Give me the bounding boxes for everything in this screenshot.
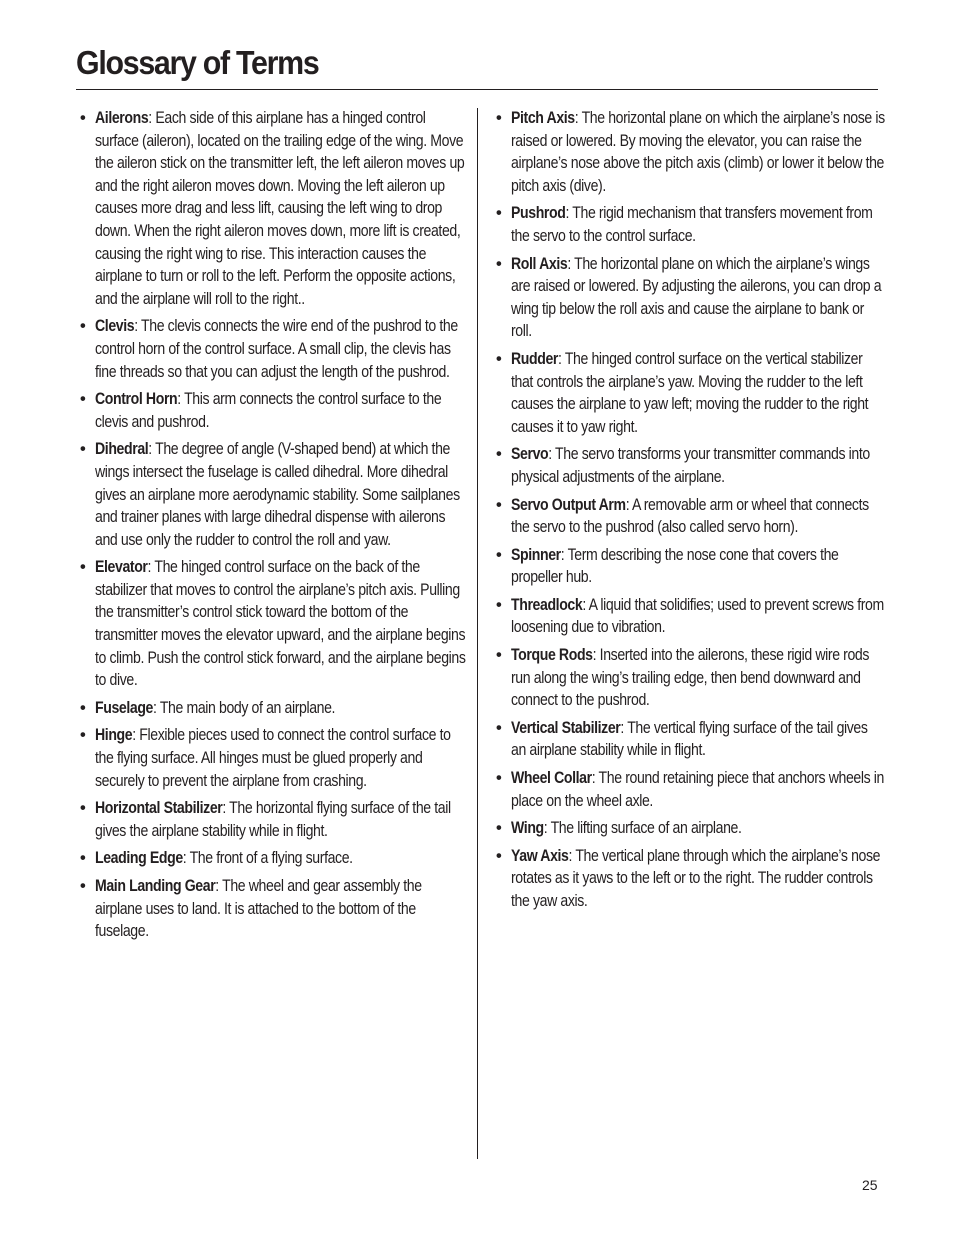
glossary-definition: : The main body of an airplane. (153, 698, 336, 717)
bullet-icon: • (496, 846, 502, 865)
glossary-entry (80, 388, 470, 433)
glossary-entry-body (95, 107, 469, 310)
bullet-icon: • (496, 769, 502, 788)
bullet-icon: • (80, 558, 86, 577)
bullet-icon: • (496, 349, 502, 368)
bullet-icon: • (80, 390, 86, 409)
bullet-icon: • (496, 495, 502, 514)
bullet-icon: • (80, 440, 86, 459)
bullet-icon: • (80, 726, 86, 745)
glossary-entry-body (511, 443, 885, 488)
bullet-icon: • (496, 646, 502, 665)
glossary-term: Fuselage (95, 698, 154, 717)
glossary-entry-body (95, 797, 469, 842)
glossary-entry-body (95, 875, 469, 943)
glossary-term: Yaw Axis (511, 846, 569, 865)
page-title: Glossary of Terms (76, 44, 319, 81)
glossary-entry (80, 724, 470, 792)
bullet-icon: • (496, 545, 502, 564)
bullet-icon: • (80, 877, 86, 895)
glossary-entry (496, 107, 886, 197)
glossary-entry (80, 556, 470, 692)
bullet-icon: • (80, 698, 86, 717)
glossary-definition: : A liquid that solidifies; used to prevent screws from loosening due to vibration. (511, 595, 884, 637)
glossary-definition: : The wheel and gear assembly the airplane uses to land. It is attached to the bottom of the fuselage. (95, 877, 422, 941)
bullet-icon: • (80, 849, 86, 868)
glossary-term: Spinner (511, 545, 561, 564)
glossary-entry (496, 544, 886, 589)
glossary-definition: : The vertical plane through which the airplane’s nose rotates as it yaws to the left or to the right. The rudder controls the yaw axis. (511, 846, 881, 910)
glossary-term: Hinge (95, 726, 133, 745)
glossary-term: Elevator (95, 558, 148, 577)
bullet-icon: • (496, 718, 502, 737)
glossary-term: Horizontal Stabilizer (95, 799, 223, 818)
bullet-icon: • (496, 595, 502, 614)
glossary-term: Wing (511, 819, 544, 838)
glossary-entry-body (511, 767, 885, 812)
glossary-definition: : The vertical flying surface of the tail gives an airplane stability while in flight. (511, 718, 868, 760)
glossary-term: Rudder (511, 349, 559, 368)
glossary-definition: : The hinged control surface on the vertical stabilizer that controls the airplane’s yaw. Moving the rudder to the left causes the airplane to yaw left; moving the rudder to the right causes it to yaw right. (511, 349, 869, 436)
glossary-entry (496, 348, 886, 438)
title-rule (76, 89, 878, 90)
glossary-definition: : Each side of this airplane has a hinged control surface (aileron), located on the trailing edge of the wing. Move the aileron stick on the transmitter left, the left aileron moves up and the right aileron moves down. Moving the left aileron up causes more drag and less lift, causing the left wing to drop down. When the right aileron moves down, more lift is created, causing the right wing to rise. This interaction causes the airplane to turn or roll to the left. Perform the opposite actions, and the airplane will roll to the right.. (95, 109, 465, 308)
glossary-entry (80, 438, 470, 551)
glossary-entry (496, 845, 886, 913)
bullet-icon: • (80, 109, 86, 127)
glossary-definition: : Term describing the nose cone that covers the propeller hub. (511, 545, 839, 587)
glossary-entry-body (511, 107, 885, 197)
glossary-definition: : The clevis connects the wire end of the pushrod to the control horn of the control surface. A small clip, the clevis has fine threads so that you can adjust the length of the pushrod. (95, 317, 458, 381)
glossary-term: Dihedral (95, 440, 149, 459)
glossary-term: Main Landing Gear (95, 877, 216, 895)
bullet-icon: • (496, 819, 502, 838)
glossary-entry (80, 797, 470, 842)
glossary-term: Leading Edge (95, 849, 183, 868)
bullet-icon: • (80, 799, 86, 818)
bullet-icon: • (496, 254, 502, 273)
glossary-entry-body (511, 253, 885, 343)
glossary-entry (496, 594, 886, 639)
glossary-term: Servo Output Arm (511, 495, 626, 514)
glossary-definition: : The degree of angle (V-shaped bend) at which the wings intersect the fuselage is called dihedral. More dihedral gives an airplane more aerodynamic stability. Some sailplanes and trainer planes with large dihedral dispense with ailerons and use only the rudder to control the roll and yaw. (95, 440, 460, 549)
glossary-entry-body (95, 724, 469, 792)
glossary-entry (80, 875, 470, 943)
glossary-entry-body (511, 644, 885, 712)
glossary-entry-body (95, 388, 469, 433)
glossary-term: Ailerons (95, 109, 149, 127)
glossary-term: Torque Rods (511, 646, 593, 665)
glossary-entry (496, 443, 886, 488)
glossary-definition: : The hinged control surface on the back of the stabilizer that moves to control the airplane’s pitch axis. Pulling the transmitter’s control stick toward the bottom of the transmitter moves the elevator upward, and the airplane begins to climb. Push the control stick forward, and the airplane begins to dive. (95, 558, 466, 690)
glossary-definition: : This arm connects the control surface to the clevis and pushrod. (95, 390, 442, 431)
glossary-term: Pitch Axis (511, 109, 575, 127)
glossary-definition: : A removable arm or wheel that connects the servo to the pushrod (also called servo horn). (511, 495, 869, 537)
bullet-icon: • (80, 317, 86, 336)
glossary-entry (496, 202, 886, 247)
bullet-icon: • (496, 204, 502, 223)
glossary-term: Roll Axis (511, 254, 568, 273)
glossary-term: Servo (511, 445, 549, 464)
glossary-entry-body (511, 494, 885, 539)
glossary-entry-body (95, 556, 469, 692)
glossary-entry (80, 847, 470, 870)
glossary-entry-body (511, 348, 885, 438)
glossary-left-column (80, 107, 470, 948)
column-divider (477, 108, 478, 1159)
glossary-definition: : The round retaining piece that anchors wheels in place on the wheel axle. (511, 769, 884, 810)
glossary-entry-body (511, 202, 885, 247)
glossary-entry-body (511, 817, 885, 840)
glossary-entry (80, 697, 470, 720)
glossary-entry (496, 767, 886, 812)
glossary-definition: : The lifting surface of an airplane. (543, 819, 742, 838)
glossary-entry-body (95, 438, 469, 551)
glossary-term: Clevis (95, 317, 135, 336)
glossary-term: Pushrod (511, 204, 566, 223)
glossary-entry-body (511, 544, 885, 589)
bullet-icon: • (496, 445, 502, 464)
glossary-term: Threadlock (511, 595, 583, 614)
glossary-entry-body (511, 594, 885, 639)
glossary-definition: : The front of a flying surface. (182, 849, 353, 868)
glossary-entry-body (95, 315, 469, 383)
glossary-definition: : The servo transforms your transmitter commands into physical adjustments of the airplane. (511, 445, 870, 486)
glossary-term: Wheel Collar (511, 769, 592, 788)
glossary-definition: : Flexible pieces used to connect the control surface to the flying surface. All hinges must be glued properly and securely to prevent the airplane from crashing. (95, 726, 451, 790)
glossary-definition: : The horizontal plane on which the airplane’s nose is raised or lowered. By moving the elevator, you can raise the airplane’s nose above the pitch axis (climb) or lower it below the pitch axis (dive). (511, 109, 885, 195)
glossary-right-column (496, 107, 886, 918)
glossary-definition: : The horizontal plane on which the airplane’s wings are raised or lowered. By adjusting the ailerons, you can drop a wing tip below the roll axis and cause the airplane to bank or roll. (511, 254, 882, 341)
glossary-entry (496, 644, 886, 712)
glossary-entry (496, 494, 886, 539)
glossary-entry (80, 107, 470, 310)
glossary-term: Vertical Stabilizer (511, 718, 621, 737)
glossary-entry (80, 315, 470, 383)
glossary-entry (496, 817, 886, 840)
glossary-entry-body (95, 847, 469, 870)
glossary-term: Control Horn (95, 390, 178, 409)
bullet-icon: • (496, 109, 502, 127)
glossary-definition: : The horizontal flying surface of the tail gives the airplane stability while in flight. (95, 799, 451, 840)
glossary-entry (496, 717, 886, 762)
glossary-entry (496, 253, 886, 343)
glossary-entry-body (511, 717, 885, 762)
glossary-definition: : Inserted into the ailerons, these rigid wire rods run along the wing’s trailing edge, then bend downward and connect to the pushrod. (511, 646, 870, 710)
glossary-entry-body (511, 845, 885, 913)
page-number: 25 (862, 1177, 878, 1193)
glossary-definition: : The rigid mechanism that transfers movement from the servo to the control surface. (511, 204, 873, 245)
glossary-entry-body (95, 697, 469, 720)
